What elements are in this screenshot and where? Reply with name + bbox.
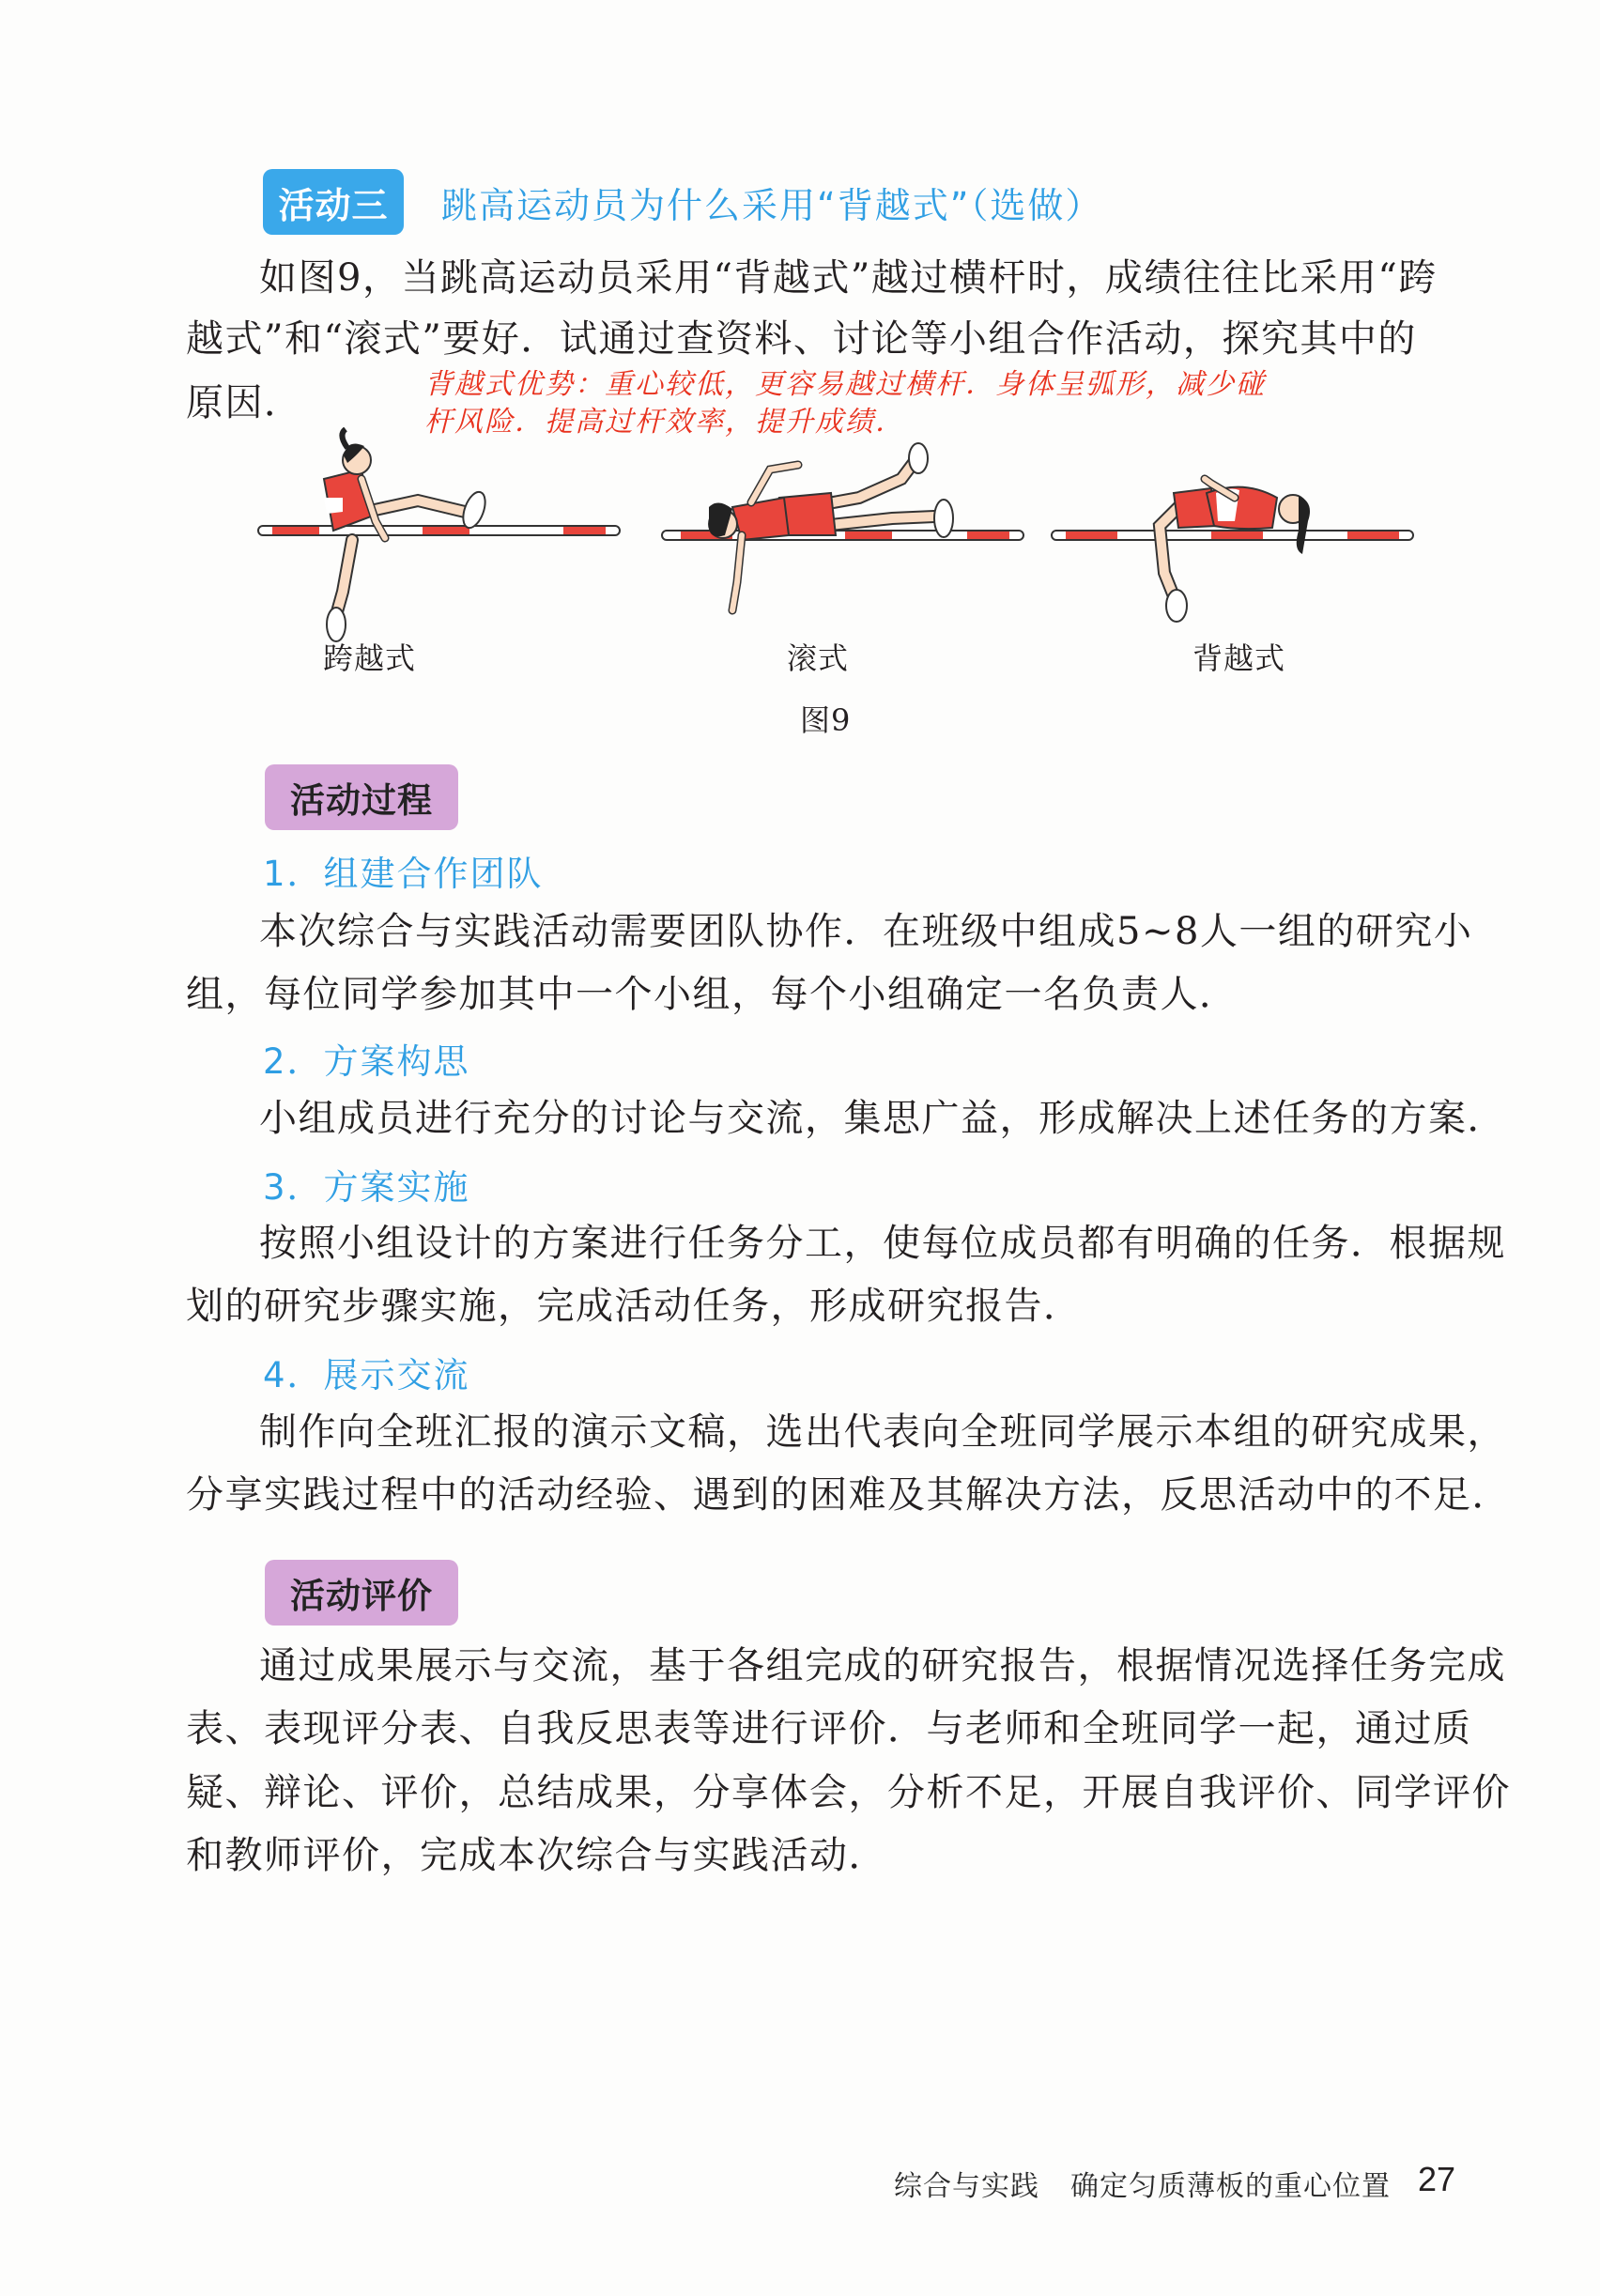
evaluation-line-2: 表、表现评分表、自我反思表等进行评价．与老师和全班同学一起，通过质 [186, 1707, 1472, 1750]
page-number: 27 [1418, 2160, 1456, 2198]
step-2-line-1: 小组成员进行充分的讨论与交流，集思广益，形成解决上述任务的方案． [259, 1097, 1506, 1140]
step-4-line-1: 制作向全班汇报的演示文稿，选出代表向全班同学展示本组的研究成果， [259, 1410, 1506, 1454]
fosbury-flop-jump-illustration [1047, 441, 1423, 629]
activity-badge: 活动三 [263, 169, 404, 235]
evaluation-line-4: 和教师评价，完成本次综合与实践活动． [186, 1834, 887, 1877]
step-3-heading: 3．方案实施 [263, 1167, 470, 1208]
step-1-line-1: 本次综合与实践活动需要团队协作．在班级中组成5~8人一组的研究小 [259, 910, 1473, 953]
step-1-heading: 1．组建合作团队 [263, 854, 544, 894]
step-1-line-2: 组，每位同学参加其中一个小组，每个小组确定一名负责人． [186, 973, 1238, 1016]
step-3-line-2: 划的研究步骤实施，完成活动任务，形成研究报告． [186, 1285, 1083, 1328]
intro-line-3: 原因． [186, 381, 303, 424]
figure-label-roll: 滚式 [787, 640, 850, 676]
step-3-line-1: 按照小组设计的方案进行任务分工，使每位成员都有明确的任务．根据规 [259, 1222, 1506, 1265]
handwritten-note-line-2: 杆风险．提高过杆效率，提升成绩． [424, 406, 905, 439]
evaluation-line-3: 疑、辩论、评价，总结成果，分享体会，分析不足，开展自我评价、同学评价 [186, 1771, 1511, 1814]
intro-line-1: 如图9，当跳高运动员采用“背越式”越过横杆时，成绩往往比采用“跨 [259, 256, 1438, 300]
western-roll-jump-illustration [657, 441, 1033, 629]
intro-line-2: 越式”和“滚式”要好．试通过查资料、讨论等小组合作活动，探究其中的 [186, 317, 1417, 361]
footer-topic: 确定匀质薄板的重心位置 [1070, 2170, 1391, 2203]
figure-caption: 图9 [800, 702, 852, 738]
evaluation-line-1: 通过成果展示与交流，基于各组完成的研究报告，根据情况选择任务完成 [259, 1644, 1506, 1687]
footer-section: 综合与实践 [894, 2170, 1039, 2203]
activity-title: 跳高运动员为什么采用“背越式”（选做） [441, 185, 1103, 226]
figure-label-flop: 背越式 [1192, 640, 1286, 676]
step-2-heading: 2．方案构思 [263, 1041, 470, 1082]
handwritten-note-line-1: 背越式优势：重心较低，更容易越过横杆．身体呈弧形，减少碰 [424, 368, 1266, 401]
step-4-heading: 4．展示交流 [263, 1355, 470, 1395]
step-4-line-2: 分享实践过程中的活动经验、遇到的困难及其解决方法，反思活动中的不足． [186, 1473, 1511, 1517]
evaluation-badge: 活动评价 [265, 1560, 458, 1626]
straddle-jump-illustration [254, 427, 629, 643]
figure-label-straddle: 跨越式 [323, 640, 417, 676]
process-badge: 活动过程 [265, 764, 458, 830]
